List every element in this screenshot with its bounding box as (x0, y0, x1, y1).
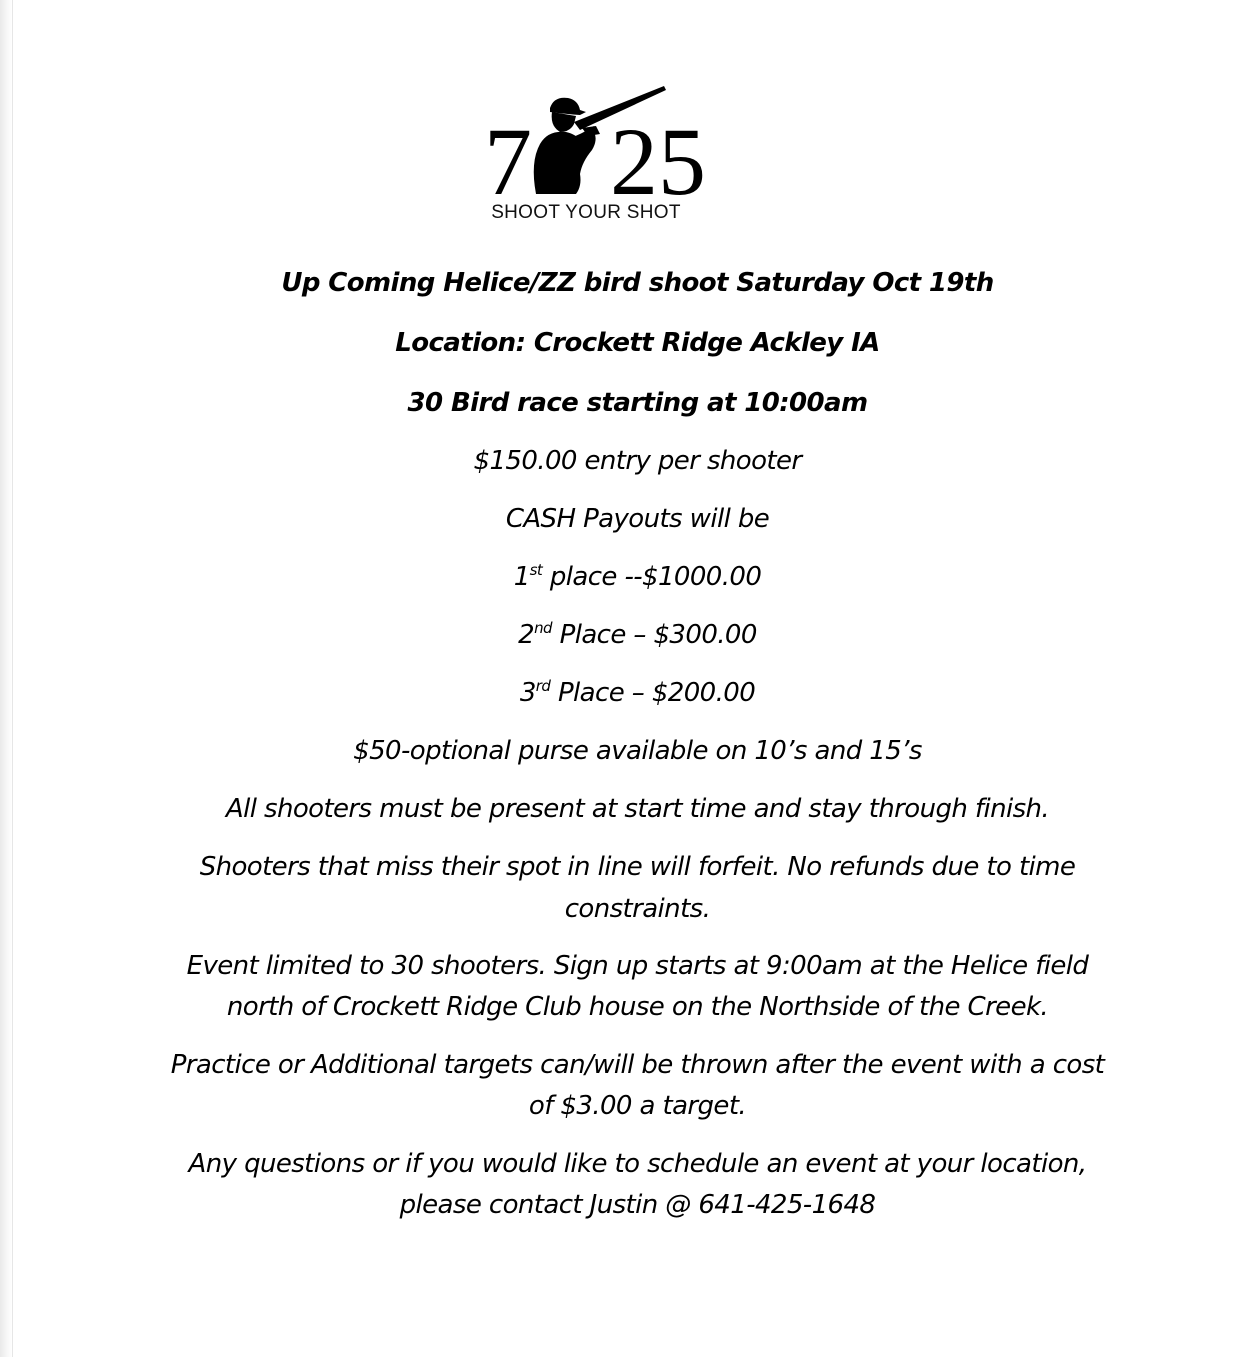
contact-line-2: please contact Justin @ 641-425-1648 (399, 1190, 876, 1220)
payout-first-place (0, 556, 1240, 598)
place-amount: Place – $200.00 (550, 678, 756, 708)
signup-line-2: north of Crockett Ridge Club house on the Northside of the Creek. (226, 992, 1049, 1022)
signup-line-1: Event limited to 30 shooters. Sign up starts at 9:00am at the Helice field (186, 951, 1089, 981)
place-amount: place --$1000.00 (542, 562, 762, 592)
practice-line-2: of $3.00 a target. (528, 1091, 747, 1121)
place-suffix: nd (534, 619, 552, 637)
optional-purse: $50-optional purse available on 10’s and 15’s (353, 736, 922, 766)
place-number: 3 (519, 678, 536, 708)
logo-graphic (470, 82, 710, 202)
place-suffix: st (529, 561, 543, 579)
practice-line-1: Practice or Additional targets can/will be thrown after the event with a cost (170, 1050, 1105, 1080)
event-headline: Up Coming Helice/ZZ bird shoot Saturday Oct 19th (281, 268, 994, 298)
place-number: 1 (513, 562, 530, 592)
payouts-heading: CASH Payouts will be (505, 504, 770, 534)
event-location: Location: Crockett Ridge Ackley IA (395, 328, 880, 358)
place-suffix: rd (535, 677, 551, 695)
payout-third-place (0, 672, 1240, 714)
logo-tagline: SHOOT YOUR SHOT (491, 202, 681, 223)
place-amount: Place – $300.00 (551, 620, 757, 650)
logo-number-right: 25 (610, 108, 706, 202)
event-start-time: 30 Bird race starting at 10:00am (407, 388, 868, 418)
logo-number-left: 7 (484, 108, 532, 202)
presence-rule: All shooters must be present at start time and stay through finish. (225, 794, 1050, 824)
contact-line-1: Any questions or if you would like to schedule an event at your location, (188, 1149, 1087, 1179)
place-number: 2 (518, 620, 535, 650)
payout-second-place (0, 614, 1240, 656)
logo (470, 82, 710, 227)
forfeit-rule-line-1: Shooters that miss their spot in line will forfeit. No refunds due to time (199, 852, 1076, 882)
forfeit-rule-line-2: constraints. (564, 894, 711, 924)
entry-fee: $150.00 entry per shooter (473, 446, 802, 476)
